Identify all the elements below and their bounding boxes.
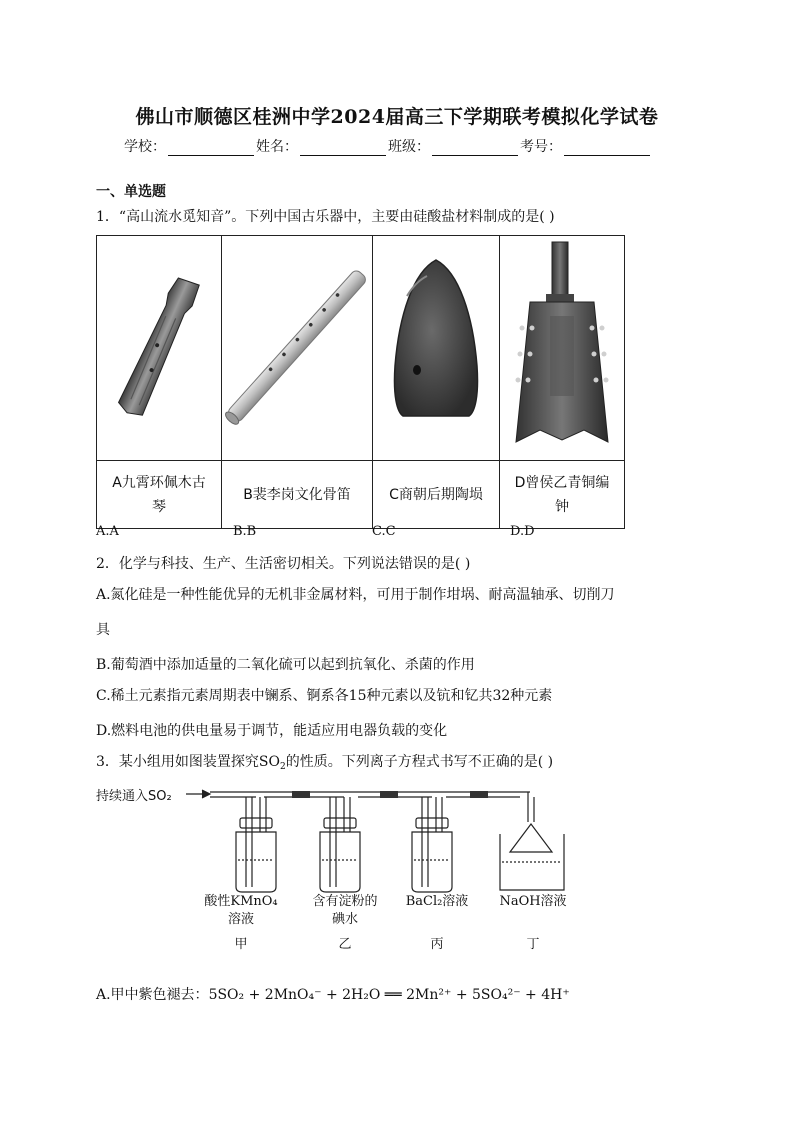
pottery-xun-image [373,236,499,456]
guqin-image-cell [97,236,222,461]
tag-jia: 甲 [234,937,248,952]
pottery-xun-image-cell [373,236,500,461]
tag-ding: 丁 [526,937,540,952]
question-2-option-b[interactable]: B.葡萄酒中添加适量的二氧化硫可以起到抗氧化、杀菌的作用 [96,657,475,673]
bottle-yi-label: 含有淀粉的 碘水 [312,894,378,927]
question-2-option-d[interactable]: D.燃料电池的供电量易于调节，能适应用电器负载的变化 [96,723,448,739]
school-blank[interactable] [168,139,254,156]
class-label: 班级： [388,139,430,155]
bottle-jia-label: 酸性KMnO₄ 溶液 [204,894,278,927]
guqin-image [97,236,221,456]
school-label: 学校： [124,139,166,155]
bone-flute-image-cell [222,236,373,461]
question-1-stem: 1．“高山流水觅知音”。下列中国古乐器中，主要由硅酸盐材料制成的是( ) [96,209,555,225]
choice-d[interactable]: D.D [510,524,535,539]
inlet-label: 持续通入SO₂ [96,789,172,804]
exam-no-blank[interactable] [564,139,650,156]
section-title: 一、单选题 [96,184,166,200]
equation-a: 5SO₂ + 2MnO₄⁻ + 2H₂O ══ 2Mn²⁺ + 5SO₄²⁻ + 4H⁺ [208,987,570,1003]
caption-b: B裴李岗文化骨笛 [222,461,373,529]
caption-d: D曾侯乙青铜编 钟 [500,461,625,529]
question-3-option-a[interactable]: A.甲中紫色褪去：5SO₂ + 2MnO₄⁻ + 2H₂O ══ 2Mn²⁺ + 5SO₄²⁻ + 4H⁺ [96,987,570,1003]
class-blank[interactable] [432,139,518,156]
choice-b[interactable]: B.B [233,524,257,539]
bone-flute-image [222,236,372,456]
page-title: 佛山市顺德区桂洲中学2024届高三下学期联考模拟化学试卷 [135,106,659,128]
choice-c[interactable]: C.C [372,524,396,539]
caption-a: A九霄环佩木古 琴 [97,461,222,529]
question-2-option-c[interactable]: C.稀土元素指元素周期表中镧系、锕系各15种元素以及钪和钇共32种元素 [96,688,553,704]
student-info-row [124,136,652,156]
bottle-bing-label: BaCl₂溶液 [405,894,469,909]
bronze-bell-image [500,236,624,456]
question-2-option-a[interactable]: A.氮化硅是一种性能优异的无机非金属材料，可用于制作坩埚、耐高温轴承、切削刀 [96,587,615,603]
tag-yi: 乙 [338,937,352,952]
apparatus-diagram [180,782,600,902]
choice-a[interactable]: A.A [96,524,119,539]
question-3-stem: 3．某小组用如图装置探究$SO_2$的性质。下列离子方程式书写不正确的是( ) [96,754,554,772]
bottle-ding-label: NaOH溶液 [499,894,567,909]
exam-no-label: 考号： [520,139,562,155]
caption-c: C商朝后期陶埙 [373,461,500,529]
instrument-table [96,235,625,529]
name-blank[interactable] [300,139,386,156]
tag-bing: 丙 [430,937,444,952]
question-2-stem: 2．化学与科技、生产、生活密切相关。下列说法错误的是( ) [96,556,471,572]
bronze-bell-image-cell [500,236,625,461]
name-label: 姓名： [256,139,298,155]
question-2-option-a-cont: 具 [96,622,110,638]
